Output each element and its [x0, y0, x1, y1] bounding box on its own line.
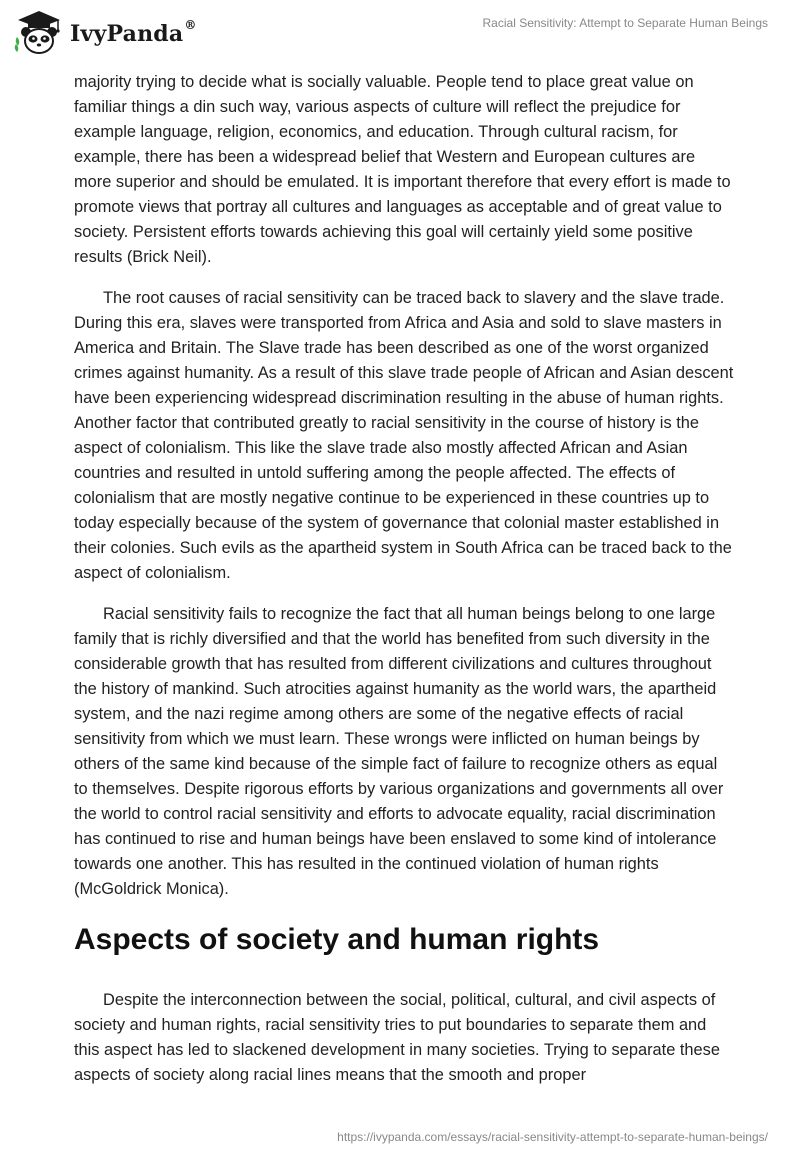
paragraph-1: majority trying to decide what is socially valuable. People tend to place great value on familiar things a din such way, various aspects of culture will reflect the prejudice for example language, religion, economics, and education. Through cultural racism, for example, there has been a widespread belief that Western and European cultures are more superior and should be emulated. It is important therefore that every effort is made to promote views that portray all cultures and languages as acceptable and of great value to society. Persistent efforts towards achieving this goal will certainly yield some positive results (Brick Neil).	[74, 73, 731, 266]
panda-graduate-icon	[14, 8, 64, 58]
brand-name: IvyPanda®	[70, 18, 197, 47]
paragraph-2: The root causes of racial sensitivity can be traced back to slavery and the slave trade. During this era, slaves were transported from Africa and Asia and sold to slave masters in America and Britain. The Slave trade has been described as one of the worst organized crimes against humanity. As a result of this slave trade people of African and Asian descent have been experiencing widespread discrimination resulting in the abuse of human rights. Another factor that contributed greatly to racial sensitivity in the course of history is the aspect of colonialism. This like the slave trade also mostly affected African and Asian countries and resulted in untold suffering among the people affected. The effects of colonialism that are mostly negative continue to be experienced in these countries up to today especially because of the system of governance that colonial master established in their colonies. Such evils as the apartheid system in South Africa can be traced back to the aspect of colonialism.	[74, 289, 734, 582]
brand-logo[interactable]	[14, 8, 197, 58]
page-header	[0, 0, 800, 62]
paragraph-4: Despite the interconnection between the social, political, cultural, and civil aspects of society and human rights, racial sensitivity tries to put boundaries to separate them and this aspect has led to slackened development in many societies. Trying to separate these aspects of society along racial lines means that the smooth and proper	[74, 991, 720, 1084]
registered-mark: ®	[184, 18, 197, 32]
source-url[interactable]: https://ivypanda.com/essays/racial-sensitivity-attempt-to-separate-human-beings/	[337, 1130, 768, 1144]
essay-content	[74, 70, 734, 1104]
section-heading: Aspects of society and human rights	[74, 923, 600, 956]
paragraph-3: Racial sensitivity fails to recognize the fact that all human beings belong to one large family that is richly diversified and that the world has benefited from such diversity in the considerable growth that has resulted from different civilizations and cultures throughout the history of mankind. Such atrocities against humanity as the world wars, the apartheid system, and the nazi regime among others are some of the negative effects of racial sensitivity from which we must learn. These wrongs were inflicted on human beings by others of the same kind because of the simple fact of failure to recognize others as equal to themselves. Despite rigorous efforts by various organizations and governments all over the world to control racial sensitivity and efforts to advocate equality, racial discrimination has continued to rise and human beings have been enslaved to some kind of intolerance towards one another. This has resulted in the continued violation of human rights (McGoldrick Monica).	[74, 605, 724, 898]
document-title: Racial Sensitivity: Attempt to Separate Human Beings	[482, 16, 768, 30]
